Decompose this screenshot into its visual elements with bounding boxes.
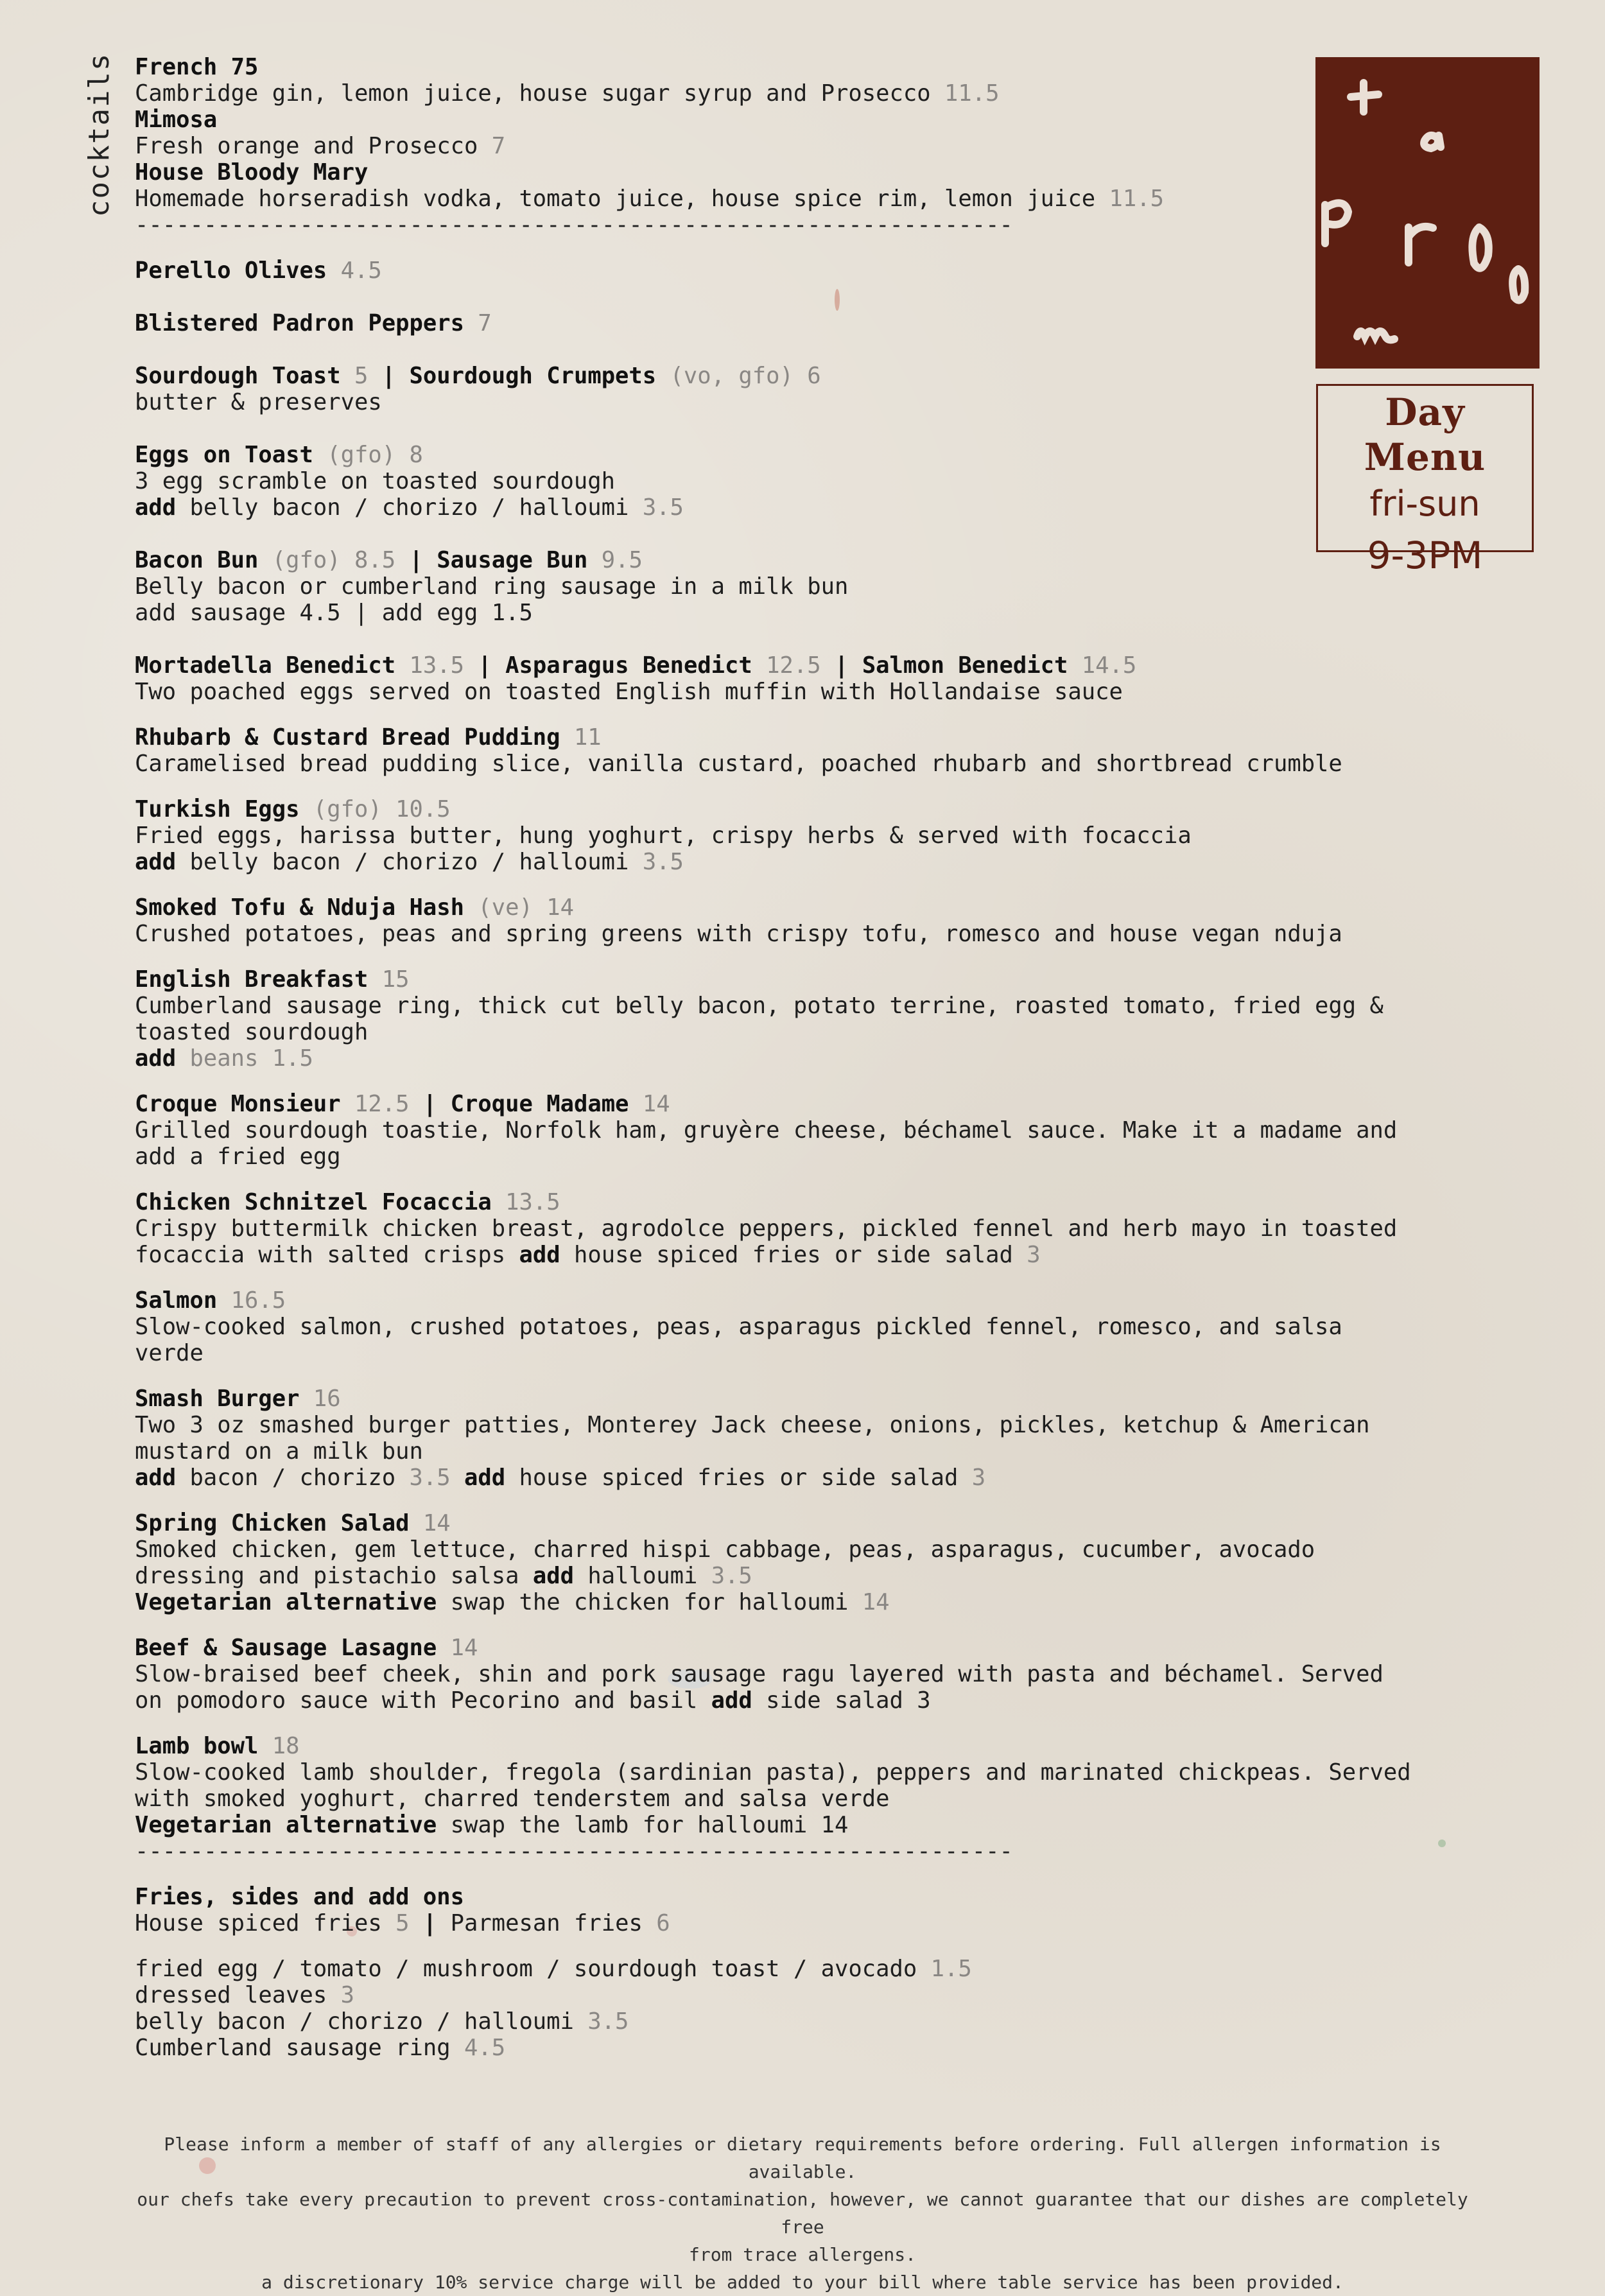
section-divider: ---------------------------------------------------------------- (135, 212, 1013, 238)
section-divider: ---------------------------------------------------------------- (135, 1838, 1013, 1865)
add-label: add (135, 494, 177, 521)
dish-name: Eggs on Toast (135, 442, 313, 468)
add-price: 3 (1027, 1242, 1041, 1268)
dish-name: Sausage Bun (437, 547, 588, 573)
day-menu-days: fri-sun (1369, 483, 1480, 524)
side-price: 4.5 (464, 2035, 506, 2061)
sides-section (135, 1884, 1419, 2061)
add-price: 3.5 (409, 1465, 451, 1491)
dish-name: Smoked Tofu & Nduja Hash (135, 894, 464, 921)
dish-desc: Smoked chicken, gem lettuce, charred hispi cabbage, peas, asparagus, cucumber, avocado dressing and pistachio salsa (135, 1536, 1329, 1589)
cocktail-item (135, 54, 1419, 107)
menu-item-schnitzel (135, 1189, 1419, 1268)
allergen-footer (128, 2130, 1477, 2296)
side-item (135, 2008, 1419, 2035)
footer-line: a discretionary 10% service charge will be added to your bill where table service has been provided. (261, 2272, 1344, 2293)
dish-price: 6 (807, 363, 821, 389)
dish-price: 15 (381, 966, 410, 993)
cocktail-desc: Homemade horseradish vodka, tomato juice, house spice rim, lemon juice (135, 186, 1096, 212)
cocktail-price: 11.5 (944, 80, 1000, 107)
dish-price: 13.5 (409, 652, 464, 679)
menu-item-turkish-eggs (135, 796, 1419, 875)
side-item (135, 1956, 1419, 1982)
menu-item-lasagne (135, 1635, 1419, 1714)
side-separator: | (409, 1910, 451, 1936)
cocktail-item (135, 107, 1419, 159)
day-menu-title: Day Menu (1364, 390, 1486, 479)
cocktail-name: French 75 (135, 54, 259, 80)
menu-item-croque (135, 1091, 1419, 1170)
side-price: 5 (395, 1910, 410, 1936)
dish-price: 12.5 (766, 652, 821, 679)
cocktail-price: 11.5 (1109, 186, 1164, 212)
add-text: belly bacon / chorizo / halloumi (189, 849, 629, 875)
add-text: beans 1.5 (189, 1045, 313, 1072)
dish-desc: Crispy buttermilk chicken breast, agrodolce peppers, pickled fennel and herb mayo in toasted focaccia with salted crisps (135, 1215, 1411, 1268)
menu-item-tofu-hash (135, 894, 1419, 947)
dish-name: Croque Madame (450, 1091, 629, 1117)
side-text: Cumberland sausage ring (135, 2035, 451, 2061)
side-price: 6 (656, 1910, 670, 1936)
dish-name: Perello Olives (135, 257, 327, 284)
dish-price: 16.5 (230, 1287, 286, 1314)
footer-line: our chefs take every precaution to prevent cross-contamination, however, we cannot guarantee that our dishes are completely free (137, 2189, 1468, 2238)
dish-desc: Crushed potatoes, peas and spring greens with crispy tofu, romesco and house vegan nduja (135, 921, 1342, 947)
footer-line: Please inform a member of staff of any allergies or dietary requirements before ordering. Full allergen information is available. (164, 2134, 1441, 2182)
menu-item-smash-burger (135, 1386, 1419, 1491)
dish-price: 8.5 (354, 547, 396, 573)
cocktails-side-label: cocktails (83, 52, 116, 217)
add-price: 3 (971, 1465, 986, 1491)
dish-desc: Grilled sourdough toastie, Norfolk ham, gruyère cheese, béchamel sauce. Make it a madame and add a fried egg (135, 1117, 1411, 1170)
dish-price: 14 (450, 1635, 478, 1661)
side-text: belly bacon / chorizo / halloumi (135, 2008, 574, 2035)
menu-item-olives (135, 257, 1419, 284)
dish-name: Asparagus Benedict (505, 652, 752, 679)
add-price: 3.5 (642, 494, 684, 521)
dish-price: 7 (478, 310, 492, 336)
side-price: 3.5 (587, 2008, 629, 2035)
dish-note: (gfo) (327, 442, 396, 468)
dish-name: Blistered Padron Peppers (135, 310, 464, 336)
menu-item-rhubarb (135, 724, 1419, 777)
add-price: 3.5 (642, 849, 684, 875)
cocktail-desc: Cambridge gin, lemon juice, house sugar syrup and Prosecco (135, 80, 931, 107)
dish-name: Salmon Benedict (862, 652, 1068, 679)
side-text: fried egg / tomato / mushroom / sourdough toast / avocado (135, 1956, 917, 1982)
side-name: Parmesan fries (450, 1910, 643, 1936)
veg-text: swap the lamb for halloumi 14 (450, 1812, 849, 1838)
dish-name: English Breakfast (135, 966, 369, 993)
cocktail-name: House Bloody Mary (135, 159, 369, 186)
side-name: House spiced fries (135, 1910, 382, 1936)
add-price: 3.5 (711, 1563, 752, 1589)
dish-desc: Slow-braised beef cheek, shin and pork sausage ragu layered with pasta and béchamel. Served on pomodoro sauce with Pecorino and basil (135, 1661, 1398, 1714)
dish-desc: Cumberland sausage ring, thick cut belly bacon, potato terrine, roasted tomato, fried egg & toasted sourdough (135, 993, 1398, 1045)
dish-name: Croque Monsieur (135, 1091, 341, 1117)
dish-desc: butter & preserves (135, 389, 382, 415)
day-menu-hours: 9-3PM (1367, 534, 1483, 577)
menu-item-buns (135, 547, 1419, 626)
dish-name: Mortadella Benedict (135, 652, 396, 679)
add-label: add (135, 1465, 177, 1491)
dish-desc: 3 egg scramble on toasted sourdough (135, 468, 616, 494)
veg-label: Vegetarian alternative (135, 1812, 437, 1838)
dish-note: (vo, gfo) (670, 363, 794, 389)
dish-desc: Caramelised bread pudding slice, vanilla custard, poached rhubarb and shortbread crumble (135, 751, 1342, 777)
menu-item-benedict (135, 652, 1419, 705)
menu-item-salmon (135, 1287, 1419, 1366)
dish-price: 14.5 (1081, 652, 1137, 679)
veg-price: 14 (862, 1589, 890, 1615)
menu-item-eggs-toast (135, 442, 1419, 521)
dish-price: 9.5 (601, 547, 643, 573)
dish-name: Salmon (135, 1287, 218, 1314)
dish-separator: | (395, 547, 437, 573)
dish-note: (ve) (478, 894, 533, 921)
veg-text: swap the chicken for halloumi (450, 1589, 849, 1615)
cocktail-price: 7 (491, 133, 506, 159)
add-label: add (532, 1563, 574, 1589)
dish-name: Smash Burger (135, 1386, 300, 1412)
add-label: add (464, 1465, 506, 1491)
menu-item-lamb-bowl (135, 1733, 1425, 1838)
dish-price: 10.5 (395, 796, 451, 822)
add-label: add (135, 849, 177, 875)
dish-price: 13.5 (505, 1189, 560, 1215)
dish-name: Rhubarb & Custard Bread Pudding (135, 724, 560, 751)
dish-name: Sourdough Crumpets (409, 363, 657, 389)
dish-desc: Slow-cooked lamb shoulder, fregola (sardinian pasta), peppers and marinated chickpeas. Served with smoked yoghurt, charred tenderstem and salsa verde (135, 1759, 1425, 1812)
dish-name: Chicken Schnitzel Focaccia (135, 1189, 492, 1215)
dish-desc: Two poached eggs served on toasted English muffin with Hollandaise sauce (135, 679, 1123, 705)
side-item (135, 2035, 1419, 2061)
add-label: add (135, 1045, 177, 1072)
dish-price: 11 (573, 724, 602, 751)
dish-name: Bacon Bun (135, 547, 259, 573)
dish-price: 14 (642, 1091, 670, 1117)
dish-price: 14 (546, 894, 574, 921)
cocktail-name: Mimosa (135, 107, 218, 133)
dish-separator: | (464, 652, 506, 679)
dish-separator: | (409, 1091, 451, 1117)
paper-speck (1438, 1839, 1446, 1847)
add-text: bacon / chorizo (189, 1465, 396, 1491)
menu-item-spring-salad (135, 1510, 1419, 1615)
dish-price: 18 (272, 1733, 300, 1759)
dish-extra: add sausage 4.5 | add egg 1.5 (135, 600, 533, 626)
dish-name: Spring Chicken Salad (135, 1510, 410, 1536)
footer-line: from trace allergens. (688, 2244, 916, 2265)
dish-desc: Slow-cooked salmon, crushed potatoes, peas, asparagus pickled fennel, romesco, and salsa verde (135, 1314, 1357, 1366)
dish-separator: | (820, 652, 862, 679)
menu-item-padron (135, 310, 1419, 336)
veg-label: Vegetarian alternative (135, 1589, 437, 1615)
menu-item-english-breakfast (135, 966, 1419, 1072)
dish-price: 12.5 (354, 1091, 410, 1117)
dish-name: Beef & Sausage Lasagne (135, 1635, 437, 1661)
dish-note: (gfo) (272, 547, 341, 573)
add-text: belly bacon / chorizo / halloumi (189, 494, 629, 521)
dish-desc: Belly bacon or cumberland ring sausage in a milk bun (135, 573, 849, 600)
sides-title: Fries, sides and add ons (135, 1884, 464, 1910)
dish-price: 8 (409, 442, 423, 468)
side-item (135, 1982, 1419, 2008)
dish-price: 5 (354, 363, 369, 389)
dish-price: 14 (422, 1510, 451, 1536)
menu-item-sourdough (135, 363, 1419, 415)
side-price: 3 (340, 1982, 354, 2008)
dish-name: Sourdough Toast (135, 363, 341, 389)
dish-desc: Fried eggs, harissa butter, hung yoghurt, crispy herbs & served with focaccia (135, 822, 1192, 849)
dish-separator: | (368, 363, 410, 389)
side-price: 1.5 (930, 1956, 972, 1982)
add-label: add (711, 1687, 752, 1714)
dish-price: 16 (313, 1386, 341, 1412)
add-text: side salad 3 (766, 1687, 931, 1714)
add-label: add (519, 1242, 560, 1268)
add-text: house spiced fries or side salad (573, 1242, 1013, 1268)
dish-name: Turkish Eggs (135, 796, 300, 822)
dish-note: (gfo) (313, 796, 382, 822)
add-text: halloumi (587, 1563, 698, 1589)
side-text: dressed leaves (135, 1982, 327, 2008)
add-text: house spiced fries or side salad (519, 1465, 959, 1491)
cocktail-desc: Fresh orange and Prosecco (135, 133, 478, 159)
dish-price: 4.5 (340, 257, 382, 284)
cocktail-item (135, 159, 1419, 212)
dish-name: Lamb bowl (135, 1733, 259, 1759)
dish-desc: Two 3 oz smashed burger patties, Monterey Jack cheese, onions, pickles, ketchup & American mustard on a milk bun (135, 1412, 1384, 1465)
